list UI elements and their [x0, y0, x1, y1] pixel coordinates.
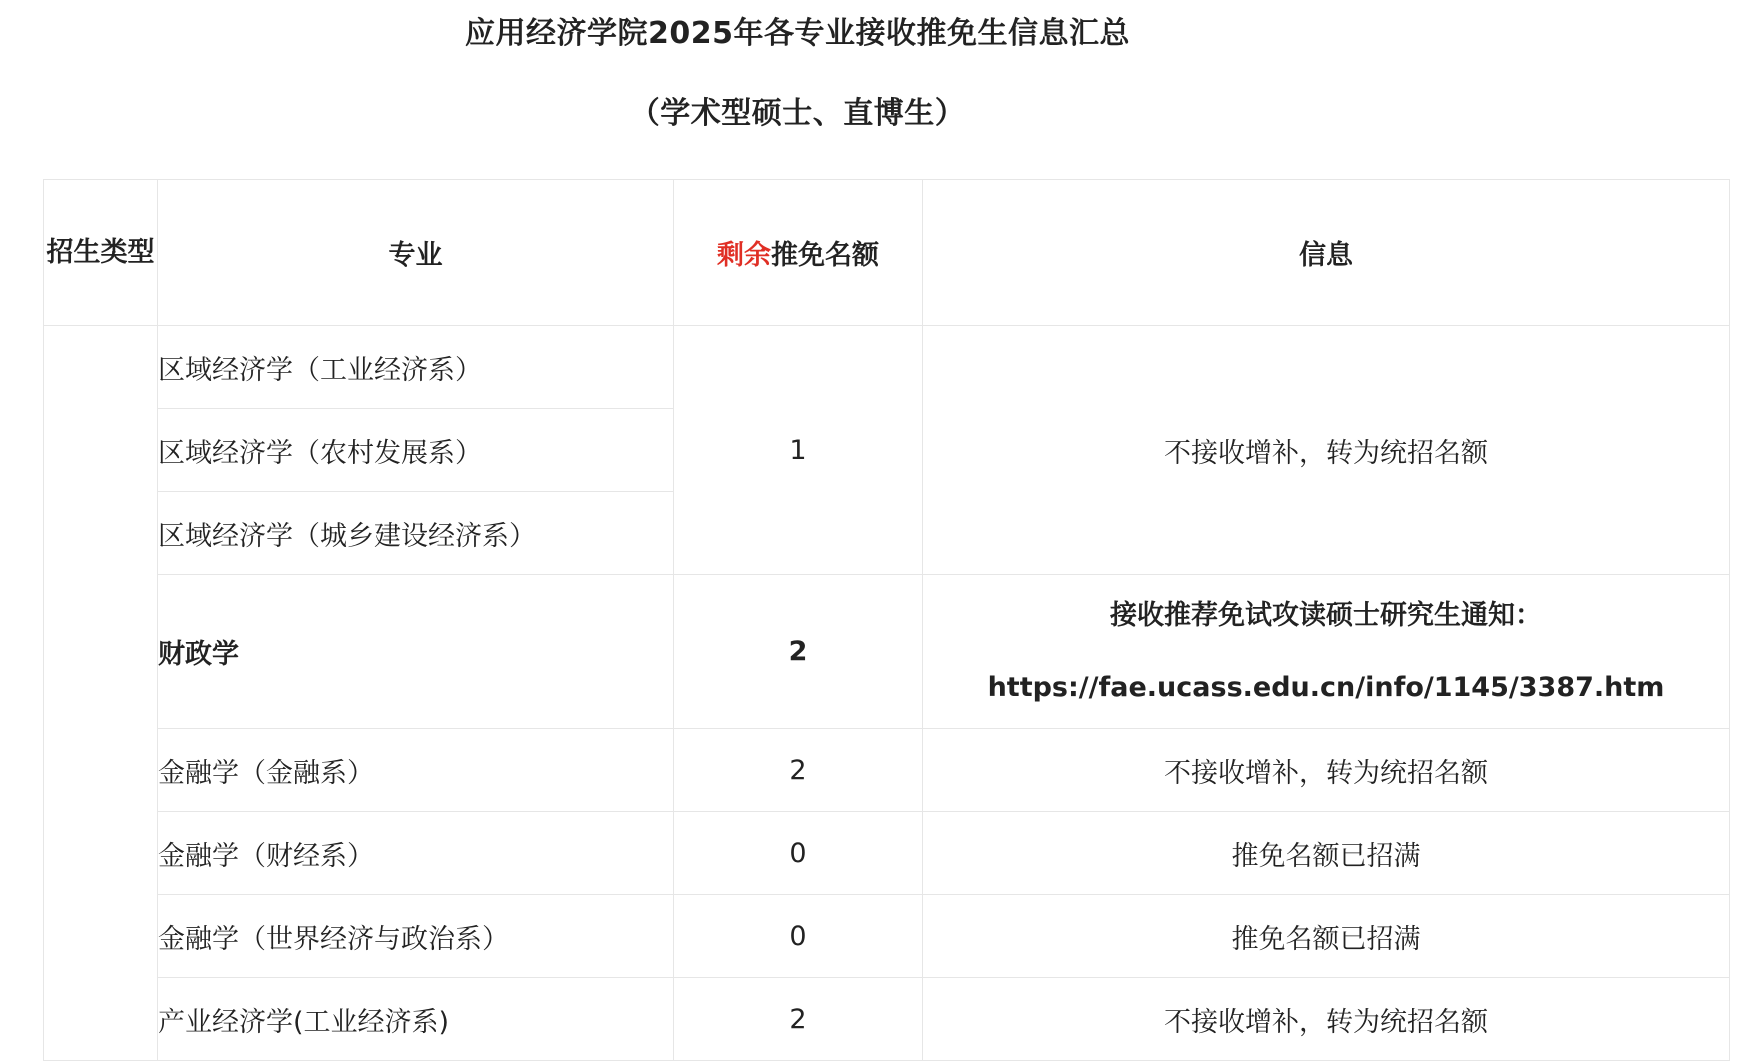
page-title: 应用经济学院2025年各专业接收推免生信息汇总: [465, 16, 1130, 51]
major-cell: 金融学（金融系）: [158, 729, 674, 812]
header-remaining-quota: [674, 180, 923, 326]
info-cell: 不接收增补，转为统招名额: [923, 729, 1730, 812]
admission-type-cell: [44, 326, 158, 1061]
quota-cell: 1: [674, 326, 923, 575]
table-header-row: [44, 180, 1730, 326]
info-cell: 推免名额已招满: [923, 812, 1730, 895]
notice-title: 接收推荐免试攻读硕士研究生通知：: [1110, 599, 1542, 631]
header-remaining-highlight: 剩余: [717, 240, 771, 271]
table-row: [44, 729, 1730, 812]
major-cell: 财政学: [158, 575, 674, 729]
page-subtitle: （学术型硕士、直博生）: [629, 96, 966, 131]
info-cell: 不接收增补，转为统招名额: [923, 326, 1730, 575]
info-cell: [923, 575, 1730, 729]
header-quota-label: 推免名额: [771, 240, 879, 271]
table-row: [44, 575, 1730, 729]
table-row: [44, 895, 1730, 978]
header-admission-type: 招生类型: [44, 180, 158, 326]
table-row: [44, 326, 1730, 409]
table-row: [44, 812, 1730, 895]
header-major: 专业: [158, 180, 674, 326]
major-cell: 区域经济学（工业经济系）: [158, 326, 674, 409]
quota-table: [43, 179, 1730, 1061]
major-cell: 产业经济学(工业经济系): [158, 978, 674, 1061]
major-cell: 金融学（世界经济与政治系）: [158, 895, 674, 978]
major-cell: 金融学（财经系）: [158, 812, 674, 895]
notice-link[interactable]: https://fae.ucass.edu.cn/info/1145/3387.htm: [987, 671, 1665, 703]
major-cell: 区域经济学（城乡建设经济系）: [158, 492, 674, 575]
header-info: 信息: [923, 180, 1730, 326]
quota-cell: 2: [674, 729, 923, 812]
info-cell: 不接收增补，转为统招名额: [923, 978, 1730, 1061]
quota-cell: 0: [674, 895, 923, 978]
table-row: [44, 978, 1730, 1061]
info-cell: 推免名额已招满: [923, 895, 1730, 978]
quota-cell: 0: [674, 812, 923, 895]
quota-cell: 2: [674, 575, 923, 729]
quota-cell: 2: [674, 978, 923, 1061]
major-cell: 区域经济学（农村发展系）: [158, 409, 674, 492]
